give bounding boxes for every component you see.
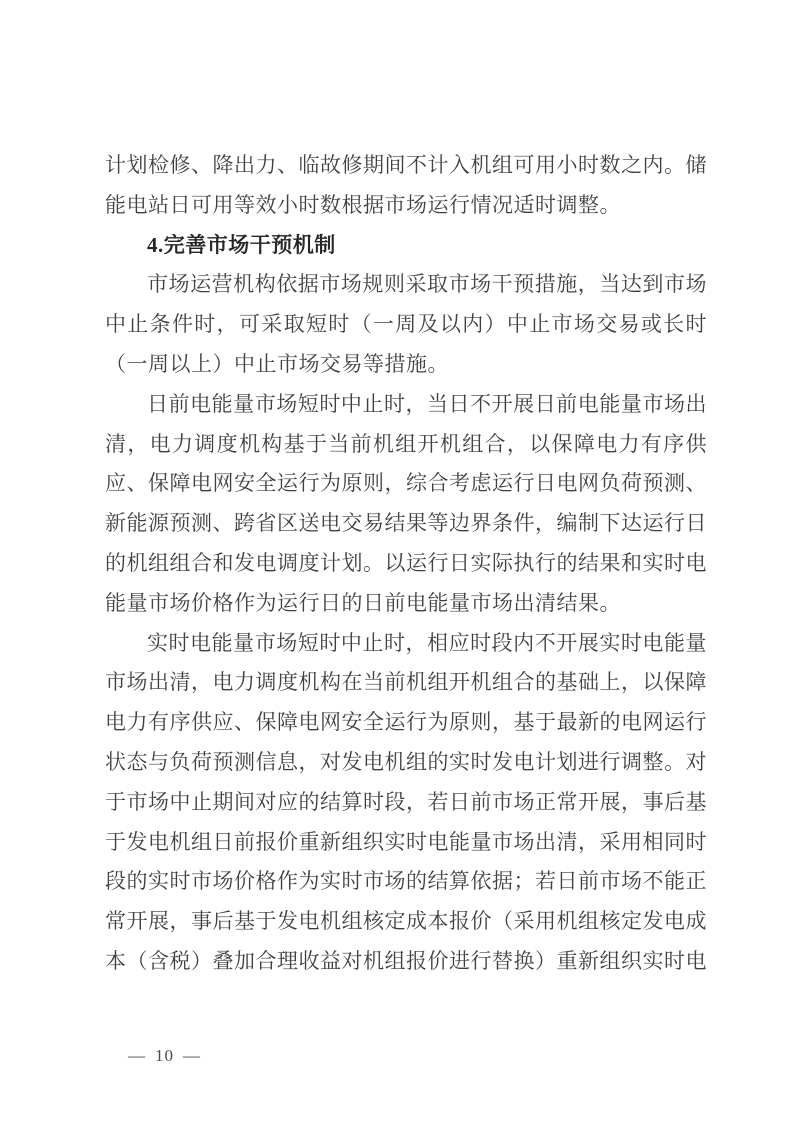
page-number: 10 <box>155 1046 174 1065</box>
footer-dash-left: — <box>128 1046 146 1065</box>
paragraph-continuation: 计划检修、降出力、临故修期间不计入机组可用小时数之内。储能电站日可用等效小时数根据市场运行情况适时调整。 <box>105 153 707 217</box>
section-heading: 4.完善市场干预机制 <box>147 232 336 257</box>
page-footer <box>128 1046 201 1066</box>
paragraph: 日前电能量市场短时中止时，当日不开展日前电能量市场出清，电力调度机构基于当前机组开机组合，以保障电力有序供应、保障电网安全运行为原则，综合考虑运行日电网负荷预测、新能源预测、跨省区送电交易结果等边界条件，编制下达运行日的机组组合和发电调度计划。以运行日实际执行的结果和实时电能量市场价格作为运行日的日前电能量市场出清结果。 <box>105 391 707 615</box>
paragraph: 市场运营机构依据市场规则采取市场干预措施，当达到市场中止条件时，可采取短时（一周及以内）中止市场交易或长时（一周以上）中止市场交易等措施。 <box>105 272 707 376</box>
document-body <box>105 146 707 982</box>
paragraph: 实时电能量市场短时中止时，相应时段内不开展实时电能量市场出清，电力调度机构在当前机组开机组合的基础上，以保障电力有序供应、保障电网安全运行为原则，基于最新的电网运行状态与负荷预测信息，对发电机组的实时发电计划进行调整。对于市场中止期间对应的结算时段，若日前市场正常开展，事后基于发电机组日前报价重新组织实时电能量市场出清，采用相同时段的实时市场价格作为实时市场的结算依据；若日前市场不能正常开展，事后基于发电机组核定成本报价（采用机组核定发电成本（含税）叠加合理收益对机组报价进行替换）重新组织实时电 <box>105 630 707 973</box>
footer-dash-right: — <box>183 1046 201 1065</box>
